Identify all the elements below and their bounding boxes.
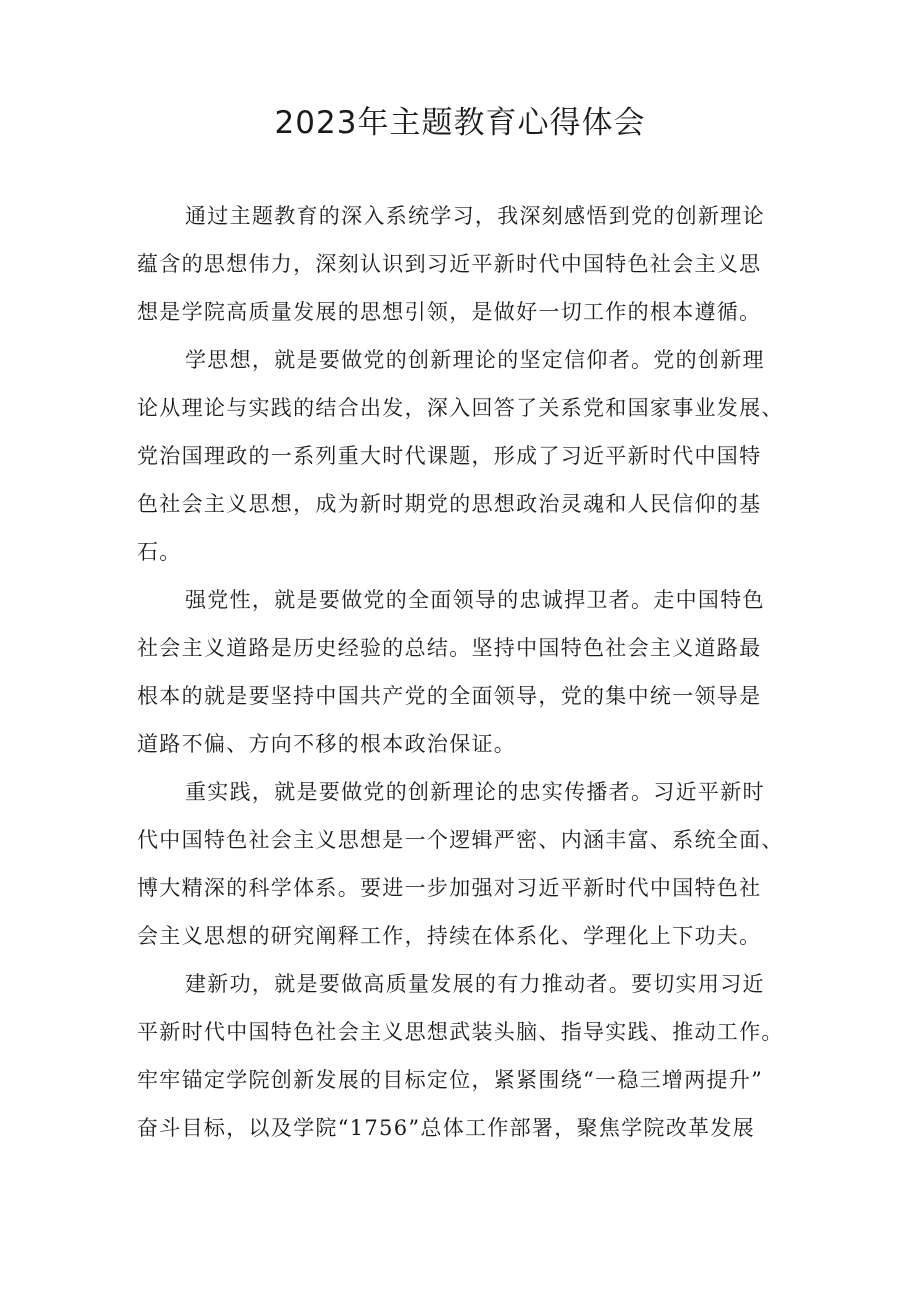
text-line: 牢牢锚定学院创新发展的目标定位，紧紧围绕“一稳三增两提升”: [137, 1068, 764, 1092]
text-line: 论从理论与实践的结合出发，深入回答了关系党和国家事业发展、: [137, 396, 784, 420]
text-line: 奋斗目标，以及学院“1756”总体工作部署，聚焦学院改革发展: [137, 1116, 755, 1140]
document-body: [137, 192, 797, 1152]
text-line: 社会主义道路是历史经验的总结。坚持中国特色社会主义道路最: [137, 636, 762, 660]
text-line: 道路不偏、方向不移的根本政治保证。: [137, 732, 517, 756]
text-line: 想是学院高质量发展的思想引领，是做好一切工作的根本遵循。: [137, 300, 762, 324]
text-line: 博大精深的科学体系。要进一步加强对习近平新时代中国特色社: [137, 876, 762, 900]
text-line: 强党性，就是要做党的全面领导的忠诚捍卫者。走中国特色: [185, 588, 765, 612]
text-line: 代中国特色社会主义思想是一个逻辑严密、内涵丰富、系统全面、: [137, 828, 784, 852]
text-line: 学思想，就是要做党的创新理论的坚定信仰者。党的创新理: [185, 348, 765, 372]
text-line: 色社会主义思想，成为新时期党的思想政治灵魂和人民信仰的基: [137, 492, 762, 516]
text-line: 建新功，就是要做高质量发展的有力推动者。要切实用习近: [185, 972, 765, 996]
text-line: 蕴含的思想伟力，深刻认识到习近平新时代中国特色社会主义思: [137, 252, 762, 276]
text-line: 石。: [137, 540, 182, 564]
text-line: 平新时代中国特色社会主义思想武装头脑、指导实践、推动工作。: [137, 1020, 784, 1044]
document-title: 2023年主题教育心得体会: [274, 105, 646, 141]
text-line: 重实践，就是要做党的创新理论的忠实传播者。习近平新时: [185, 780, 765, 804]
text-line: 会主义思想的研究阐释工作，持续在体系化、学理化上下功夫。: [137, 924, 762, 948]
text-line: 党治国理政的一系列重大时代课题，形成了习近平新时代中国特: [137, 444, 762, 468]
text-line: 通过主题教育的深入系统学习，我深刻感悟到党的创新理论: [185, 204, 765, 228]
text-line: 根本的就是要坚持中国共产党的全面领导，党的集中统一领导是: [137, 684, 762, 708]
